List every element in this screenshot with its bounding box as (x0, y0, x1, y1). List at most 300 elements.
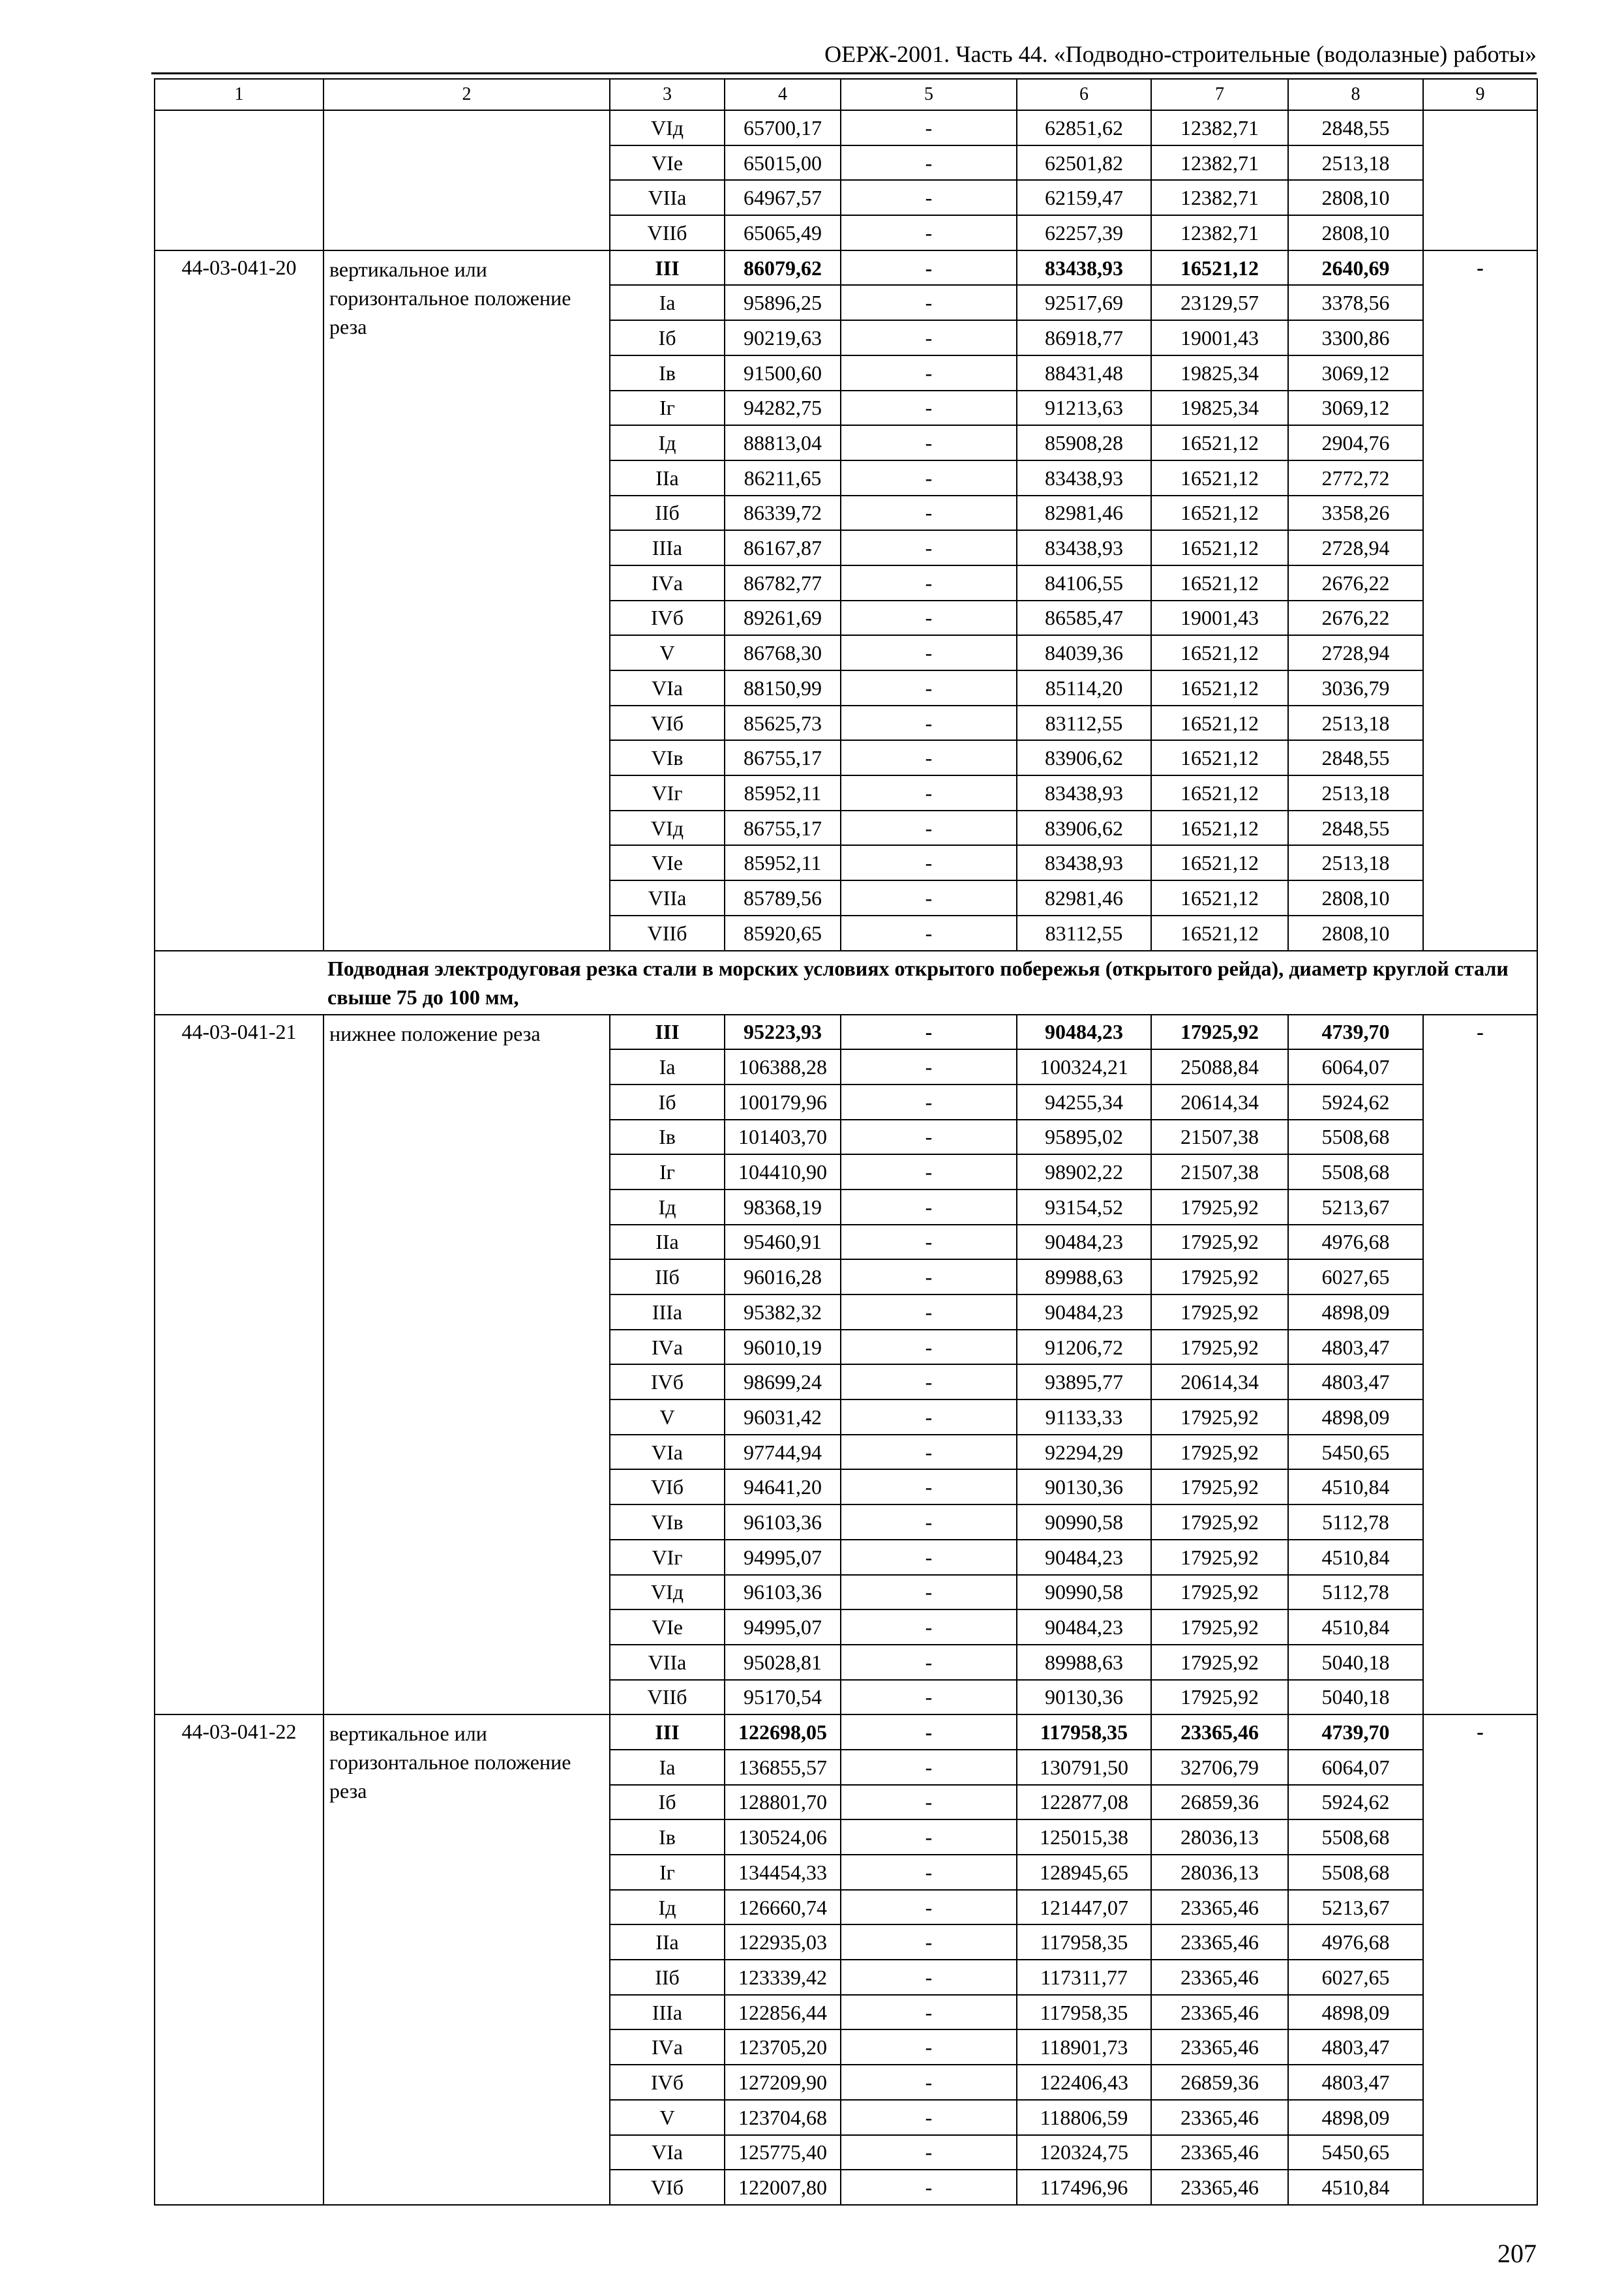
wages-cell: - (841, 1364, 1017, 1399)
materials-cost-cell: 5450,65 (1288, 1435, 1423, 1470)
materials-cost-cell: 5924,62 (1288, 1785, 1423, 1820)
operator-wages-cell: 17925,92 (1151, 1540, 1288, 1575)
materials-cost-cell: 3069,12 (1288, 355, 1423, 391)
operator-wages-cell: 28036,13 (1151, 1855, 1288, 1890)
machine-cost-cell: 95895,02 (1017, 1120, 1151, 1155)
wages-cell: - (841, 1960, 1017, 1995)
table-body (155, 79, 1537, 2205)
wages-cell: - (841, 2065, 1017, 2100)
wages-cell: - (841, 1750, 1017, 1785)
code-cell: 44-03-041-20 (155, 250, 323, 951)
wages-cell: - (841, 110, 1017, 145)
total-cost-cell: 86755,17 (725, 811, 841, 846)
operator-wages-cell: 23365,46 (1151, 2135, 1288, 2170)
column-number: 1 (155, 79, 323, 110)
region-index-cell: Iб (610, 1785, 725, 1820)
wages-cell: - (841, 2135, 1017, 2170)
operator-wages-cell: 17925,92 (1151, 1225, 1288, 1260)
region-index-cell: VIа (610, 2135, 725, 2170)
region-index-cell: Iг (610, 391, 725, 426)
operator-wages-cell: 16521,12 (1151, 845, 1288, 880)
machine-cost-cell: 118806,59 (1017, 2100, 1151, 2135)
machine-cost-cell: 91213,63 (1017, 391, 1151, 426)
column-number: 4 (725, 79, 841, 110)
machine-cost-cell: 88431,48 (1017, 355, 1151, 391)
operator-wages-cell: 23365,46 (1151, 1924, 1288, 1960)
total-cost-cell: 106388,28 (725, 1049, 841, 1085)
column-number: 3 (610, 79, 725, 110)
region-index-cell: Iа (610, 285, 725, 320)
machine-cost-cell: 89988,63 (1017, 1259, 1151, 1294)
machine-cost-cell: 122406,43 (1017, 2065, 1151, 2100)
materials-cost-cell: 4976,68 (1288, 1225, 1423, 1260)
wages-cell: - (841, 1189, 1017, 1225)
wages-cell: - (841, 180, 1017, 215)
total-cost-cell: 96103,36 (725, 1575, 841, 1610)
machine-cost-cell: 90130,36 (1017, 1680, 1151, 1715)
region-index-cell: IIб (610, 1960, 725, 1995)
wages-cell: - (841, 1924, 1017, 1960)
materials-cost-cell: 2676,22 (1288, 565, 1423, 601)
wages-cell: - (841, 635, 1017, 670)
region-index-cell: Iб (610, 320, 725, 355)
wages-cell: - (841, 1399, 1017, 1435)
code-cell (155, 110, 323, 250)
materials-cost-cell: 3378,56 (1288, 285, 1423, 320)
total-cost-cell: 95170,54 (725, 1680, 841, 1715)
region-index-cell: III (610, 250, 725, 286)
wages-cell: - (841, 601, 1017, 636)
operator-wages-cell: 17925,92 (1151, 1294, 1288, 1330)
total-cost-cell: 100179,96 (725, 1085, 841, 1120)
machine-cost-cell: 90484,23 (1017, 1609, 1151, 1645)
operator-wages-cell: 19825,34 (1151, 391, 1288, 426)
wages-cell: - (841, 1330, 1017, 1365)
materials-cost-cell: 4510,84 (1288, 2170, 1423, 2205)
region-index-cell: IVб (610, 2065, 725, 2100)
total-cost-cell: 86167,87 (725, 530, 841, 565)
wages-cell: - (841, 2100, 1017, 2135)
region-index-cell: IIб (610, 496, 725, 531)
page-number: 207 (1497, 2239, 1537, 2268)
page-header: ОЕРЖ-2001. Часть 44. «Подводно-строительные (водолазные) работы» (824, 41, 1537, 67)
wages-cell: - (841, 1259, 1017, 1294)
operator-wages-cell: 17925,92 (1151, 1189, 1288, 1225)
wages-cell: - (841, 1085, 1017, 1120)
machine-cost-cell: 83906,62 (1017, 740, 1151, 775)
wages-cell: - (841, 530, 1017, 565)
machine-cost-cell: 121447,07 (1017, 1890, 1151, 1925)
operator-wages-cell: 17925,92 (1151, 1680, 1288, 1715)
materials-cost-cell: 2772,72 (1288, 460, 1423, 496)
column-number: 8 (1288, 79, 1423, 110)
operator-wages-cell: 12382,71 (1151, 215, 1288, 250)
materials-cost-cell: 4803,47 (1288, 1364, 1423, 1399)
machine-cost-cell: 120324,75 (1017, 2135, 1151, 2170)
total-cost-cell: 96010,19 (725, 1330, 841, 1365)
wages-cell: - (841, 880, 1017, 916)
operator-wages-cell: 16521,12 (1151, 635, 1288, 670)
note-cell (1423, 110, 1537, 250)
table-row (155, 1015, 1537, 1050)
wages-cell: - (841, 1154, 1017, 1189)
materials-cost-cell: 4510,84 (1288, 1609, 1423, 1645)
machine-cost-cell: 62159,47 (1017, 180, 1151, 215)
note-cell: - (1423, 1714, 1537, 2205)
total-cost-cell: 89261,69 (725, 601, 841, 636)
region-index-cell: VIд (610, 110, 725, 145)
materials-cost-cell: 4739,70 (1288, 1015, 1423, 1050)
note-cell: - (1423, 250, 1537, 951)
total-cost-cell: 130524,06 (725, 1819, 841, 1855)
total-cost-cell: 94641,20 (725, 1469, 841, 1504)
machine-cost-cell: 117311,77 (1017, 1960, 1151, 1995)
region-index-cell: Iд (610, 1890, 725, 1925)
materials-cost-cell: 2848,55 (1288, 811, 1423, 846)
machine-cost-cell: 83112,55 (1017, 916, 1151, 951)
machine-cost-cell: 83438,93 (1017, 460, 1151, 496)
description-cell: нижнее положение реза (323, 1015, 610, 1715)
total-cost-cell: 88150,99 (725, 670, 841, 706)
region-index-cell: IVб (610, 1364, 725, 1399)
materials-cost-cell: 5508,68 (1288, 1855, 1423, 1890)
materials-cost-cell: 6064,07 (1288, 1049, 1423, 1085)
wages-cell: - (841, 1680, 1017, 1715)
operator-wages-cell: 19001,43 (1151, 601, 1288, 636)
machine-cost-cell: 86585,47 (1017, 601, 1151, 636)
column-number: 2 (323, 79, 610, 110)
wages-cell: - (841, 355, 1017, 391)
operator-wages-cell: 16521,12 (1151, 496, 1288, 531)
region-index-cell: IIа (610, 1924, 725, 1960)
total-cost-cell: 97744,94 (725, 1435, 841, 1470)
code-cell: 44-03-041-22 (155, 1714, 323, 2205)
machine-cost-cell: 91133,33 (1017, 1399, 1151, 1435)
wages-cell: - (841, 1855, 1017, 1890)
column-number: 9 (1423, 79, 1537, 110)
region-index-cell: IIIа (610, 1294, 725, 1330)
total-cost-cell: 123704,68 (725, 2100, 841, 2135)
column-numbers-row (155, 79, 1537, 110)
wages-cell: - (841, 215, 1017, 250)
materials-cost-cell: 4510,84 (1288, 1540, 1423, 1575)
operator-wages-cell: 23365,46 (1151, 1714, 1288, 1750)
total-cost-cell: 85625,73 (725, 706, 841, 741)
materials-cost-cell: 2513,18 (1288, 775, 1423, 811)
wages-cell: - (841, 1714, 1017, 1750)
materials-cost-cell: 2808,10 (1288, 180, 1423, 215)
materials-cost-cell: 2640,69 (1288, 250, 1423, 286)
machine-cost-cell: 91206,72 (1017, 1330, 1151, 1365)
section-row (155, 951, 1537, 1015)
operator-wages-cell: 21507,38 (1151, 1154, 1288, 1189)
materials-cost-cell: 3069,12 (1288, 391, 1423, 426)
region-index-cell: Iа (610, 1049, 725, 1085)
region-index-cell: III (610, 1714, 725, 1750)
region-index-cell: Iв (610, 1120, 725, 1155)
machine-cost-cell: 83438,93 (1017, 530, 1151, 565)
operator-wages-cell: 17925,92 (1151, 1609, 1288, 1645)
machine-cost-cell: 93154,52 (1017, 1189, 1151, 1225)
materials-cost-cell: 5213,67 (1288, 1890, 1423, 1925)
wages-cell: - (841, 250, 1017, 286)
wages-cell: - (841, 145, 1017, 181)
machine-cost-cell: 92294,29 (1017, 1435, 1151, 1470)
total-cost-cell: 136855,57 (725, 1750, 841, 1785)
wages-cell: - (841, 1890, 1017, 1925)
region-index-cell: VIе (610, 145, 725, 181)
materials-cost-cell: 2513,18 (1288, 845, 1423, 880)
materials-cost-cell: 3358,26 (1288, 496, 1423, 531)
total-cost-cell: 125775,40 (725, 2135, 841, 2170)
wages-cell: - (841, 1785, 1017, 1820)
column-number: 5 (841, 79, 1017, 110)
operator-wages-cell: 16521,12 (1151, 811, 1288, 846)
materials-cost-cell: 4898,09 (1288, 2100, 1423, 2135)
total-cost-cell: 122698,05 (725, 1714, 841, 1750)
operator-wages-cell: 16521,12 (1151, 880, 1288, 916)
materials-cost-cell: 4898,09 (1288, 1995, 1423, 2030)
total-cost-cell: 94995,07 (725, 1609, 841, 1645)
operator-wages-cell: 23129,57 (1151, 285, 1288, 320)
price-table (154, 78, 1538, 2206)
materials-cost-cell: 2676,22 (1288, 601, 1423, 636)
operator-wages-cell: 23365,46 (1151, 1960, 1288, 1995)
total-cost-cell: 122856,44 (725, 1995, 841, 2030)
operator-wages-cell: 17925,92 (1151, 1259, 1288, 1294)
operator-wages-cell: 23365,46 (1151, 1890, 1288, 1925)
wages-cell: - (841, 1469, 1017, 1504)
materials-cost-cell: 2513,18 (1288, 145, 1423, 181)
materials-cost-cell: 2808,10 (1288, 215, 1423, 250)
region-index-cell: Iа (610, 1750, 725, 1785)
total-cost-cell: 95223,93 (725, 1015, 841, 1050)
wages-cell: - (841, 1645, 1017, 1680)
operator-wages-cell: 16521,12 (1151, 706, 1288, 741)
materials-cost-cell: 5112,78 (1288, 1575, 1423, 1610)
region-index-cell: VIб (610, 1469, 725, 1504)
operator-wages-cell: 12382,71 (1151, 180, 1288, 215)
operator-wages-cell: 23365,46 (1151, 2170, 1288, 2205)
wages-cell: - (841, 320, 1017, 355)
machine-cost-cell: 83438,93 (1017, 775, 1151, 811)
materials-cost-cell: 5040,18 (1288, 1680, 1423, 1715)
region-index-cell: VIе (610, 845, 725, 880)
region-index-cell: Iг (610, 1154, 725, 1189)
machine-cost-cell: 62501,82 (1017, 145, 1151, 181)
operator-wages-cell: 19001,43 (1151, 320, 1288, 355)
materials-cost-cell: 4510,84 (1288, 1469, 1423, 1504)
machine-cost-cell: 117958,35 (1017, 1995, 1151, 2030)
total-cost-cell: 86782,77 (725, 565, 841, 601)
region-index-cell: IVа (610, 2029, 725, 2065)
total-cost-cell: 127209,90 (725, 2065, 841, 2100)
description-cell (323, 110, 610, 250)
region-index-cell: IIа (610, 1225, 725, 1260)
region-index-cell: VIд (610, 1575, 725, 1610)
wages-cell: - (841, 285, 1017, 320)
materials-cost-cell: 4976,68 (1288, 1924, 1423, 1960)
operator-wages-cell: 26859,36 (1151, 2065, 1288, 2100)
total-cost-cell: 86211,65 (725, 460, 841, 496)
machine-cost-cell: 85908,28 (1017, 425, 1151, 460)
region-index-cell: VIIа (610, 1645, 725, 1680)
operator-wages-cell: 17925,92 (1151, 1504, 1288, 1540)
materials-cost-cell: 2728,94 (1288, 530, 1423, 565)
operator-wages-cell: 16521,12 (1151, 565, 1288, 601)
region-index-cell: IIб (610, 1259, 725, 1294)
region-index-cell: VIв (610, 1504, 725, 1540)
total-cost-cell: 88813,04 (725, 425, 841, 460)
operator-wages-cell: 20614,34 (1151, 1085, 1288, 1120)
total-cost-cell: 86079,62 (725, 250, 841, 286)
machine-cost-cell: 90484,23 (1017, 1294, 1151, 1330)
region-index-cell: IIIа (610, 1995, 725, 2030)
materials-cost-cell: 5213,67 (1288, 1189, 1423, 1225)
region-index-cell: IIIа (610, 530, 725, 565)
column-number: 7 (1151, 79, 1288, 110)
region-index-cell: V (610, 635, 725, 670)
operator-wages-cell: 16521,12 (1151, 250, 1288, 286)
region-index-cell: Iд (610, 1189, 725, 1225)
wages-cell: - (841, 1015, 1017, 1050)
region-index-cell: Iб (610, 1085, 725, 1120)
machine-cost-cell: 82981,46 (1017, 880, 1151, 916)
total-cost-cell: 123339,42 (725, 1960, 841, 1995)
operator-wages-cell: 16521,12 (1151, 425, 1288, 460)
operator-wages-cell: 26859,36 (1151, 1785, 1288, 1820)
materials-cost-cell: 5112,78 (1288, 1504, 1423, 1540)
machine-cost-cell: 93895,77 (1017, 1364, 1151, 1399)
total-cost-cell: 65700,17 (725, 110, 841, 145)
region-index-cell: VIе (610, 1609, 725, 1645)
wages-cell: - (841, 1575, 1017, 1610)
machine-cost-cell: 83906,62 (1017, 811, 1151, 846)
wages-cell: - (841, 845, 1017, 880)
region-index-cell: VIа (610, 670, 725, 706)
machine-cost-cell: 117958,35 (1017, 1924, 1151, 1960)
wages-cell: - (841, 1609, 1017, 1645)
wages-cell: - (841, 391, 1017, 426)
wages-cell: - (841, 2029, 1017, 2065)
total-cost-cell: 96016,28 (725, 1259, 841, 1294)
machine-cost-cell: 90484,23 (1017, 1225, 1151, 1260)
operator-wages-cell: 25088,84 (1151, 1049, 1288, 1085)
materials-cost-cell: 2848,55 (1288, 110, 1423, 145)
materials-cost-cell: 3300,86 (1288, 320, 1423, 355)
total-cost-cell: 98368,19 (725, 1189, 841, 1225)
total-cost-cell: 85920,65 (725, 916, 841, 951)
operator-wages-cell: 21507,38 (1151, 1120, 1288, 1155)
machine-cost-cell: 122877,08 (1017, 1785, 1151, 1820)
region-index-cell: IVа (610, 565, 725, 601)
region-index-cell: V (610, 2100, 725, 2135)
wages-cell: - (841, 1995, 1017, 2030)
machine-cost-cell: 90130,36 (1017, 1469, 1151, 1504)
region-index-cell: VIа (610, 1435, 725, 1470)
operator-wages-cell: 17925,92 (1151, 1469, 1288, 1504)
description-cell: вертикальное или горизонтальное положение реза (323, 1714, 610, 2205)
machine-cost-cell: 117496,96 (1017, 2170, 1151, 2205)
region-index-cell: Iд (610, 425, 725, 460)
total-cost-cell: 65065,49 (725, 215, 841, 250)
region-index-cell: VIIб (610, 1680, 725, 1715)
machine-cost-cell: 62851,62 (1017, 110, 1151, 145)
machine-cost-cell: 125015,38 (1017, 1819, 1151, 1855)
description-cell: вертикальное или горизонтальное положение реза (323, 250, 610, 951)
operator-wages-cell: 23365,46 (1151, 2100, 1288, 2135)
region-index-cell: VIв (610, 740, 725, 775)
machine-cost-cell: 85114,20 (1017, 670, 1151, 706)
machine-cost-cell: 90990,58 (1017, 1504, 1151, 1540)
total-cost-cell: 86755,17 (725, 740, 841, 775)
wages-cell: - (841, 916, 1017, 951)
region-index-cell: Iв (610, 1819, 725, 1855)
operator-wages-cell: 17925,92 (1151, 1399, 1288, 1435)
operator-wages-cell: 17925,92 (1151, 1015, 1288, 1050)
total-cost-cell: 90219,63 (725, 320, 841, 355)
region-index-cell: VIг (610, 1540, 725, 1575)
region-index-cell: V (610, 1399, 725, 1435)
materials-cost-cell: 6027,65 (1288, 1960, 1423, 1995)
materials-cost-cell: 4898,09 (1288, 1399, 1423, 1435)
total-cost-cell: 85789,56 (725, 880, 841, 916)
wages-cell: - (841, 565, 1017, 601)
materials-cost-cell: 4803,47 (1288, 1330, 1423, 1365)
wages-cell: - (841, 2170, 1017, 2205)
wages-cell: - (841, 1504, 1017, 1540)
wages-cell: - (841, 1435, 1017, 1470)
operator-wages-cell: 28036,13 (1151, 1819, 1288, 1855)
wages-cell: - (841, 1049, 1017, 1085)
total-cost-cell: 122935,03 (725, 1924, 841, 1960)
total-cost-cell: 122007,80 (725, 2170, 841, 2205)
total-cost-cell: 91500,60 (725, 355, 841, 391)
operator-wages-cell: 19825,34 (1151, 355, 1288, 391)
total-cost-cell: 128801,70 (725, 1785, 841, 1820)
machine-cost-cell: 82981,46 (1017, 496, 1151, 531)
total-cost-cell: 96103,36 (725, 1504, 841, 1540)
table-row (155, 1714, 1537, 1750)
materials-cost-cell: 6064,07 (1288, 1750, 1423, 1785)
total-cost-cell: 101403,70 (725, 1120, 841, 1155)
region-index-cell: VIб (610, 706, 725, 741)
total-cost-cell: 94282,75 (725, 391, 841, 426)
wages-cell: - (841, 1540, 1017, 1575)
materials-cost-cell: 4739,70 (1288, 1714, 1423, 1750)
machine-cost-cell: 83438,93 (1017, 250, 1151, 286)
header-rule (151, 72, 1537, 74)
machine-cost-cell: 94255,34 (1017, 1085, 1151, 1120)
wages-cell: - (841, 811, 1017, 846)
materials-cost-cell: 2808,10 (1288, 880, 1423, 916)
region-index-cell: VIг (610, 775, 725, 811)
materials-cost-cell: 2848,55 (1288, 740, 1423, 775)
operator-wages-cell: 17925,92 (1151, 1435, 1288, 1470)
machine-cost-cell: 118901,73 (1017, 2029, 1151, 2065)
region-index-cell: VIб (610, 2170, 725, 2205)
region-index-cell: VIд (610, 811, 725, 846)
wages-cell: - (841, 670, 1017, 706)
region-index-cell: VIIа (610, 180, 725, 215)
total-cost-cell: 98699,24 (725, 1364, 841, 1399)
machine-cost-cell: 128945,65 (1017, 1855, 1151, 1890)
total-cost-cell: 64967,57 (725, 180, 841, 215)
total-cost-cell: 95382,32 (725, 1294, 841, 1330)
region-index-cell: III (610, 1015, 725, 1050)
wages-cell: - (841, 740, 1017, 775)
total-cost-cell: 86339,72 (725, 496, 841, 531)
